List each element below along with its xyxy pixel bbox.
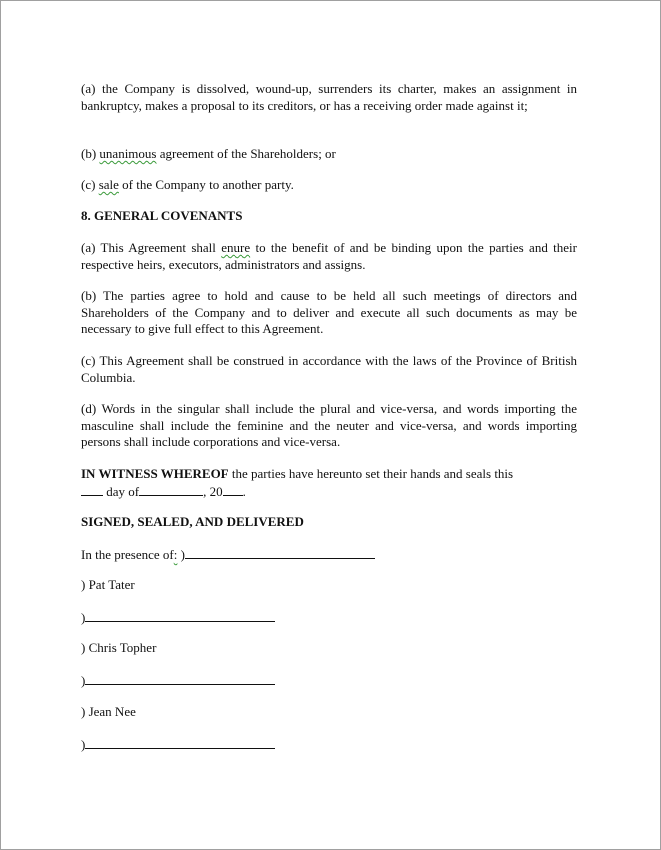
clause-a-text: (a) the Company is dissolved, wound-up, surrenders its charter, makes an assignment in bankruptcy, makes a proposal to its creditors, or has a receiving order made against it; <box>81 81 577 113</box>
spellcheck-flagged-word[interactable]: enure <box>221 240 251 255</box>
clause-c-prefix: (c) <box>81 177 99 192</box>
covenant-d <box>81 401 577 451</box>
covenant-b <box>81 288 577 338</box>
witness-bold-text: IN WITNESS WHEREOF <box>81 466 229 481</box>
signatory-name-line: ) Pat Tater <box>81 577 135 592</box>
clause-b-rest: agreement of the Shareholders; or <box>156 146 336 161</box>
section-heading-general-covenants: 8. GENERAL COVENANTS <box>81 208 243 223</box>
covenant-b-text: (b) The parties agree to hold and cause to be held all such meetings of directors and Shareholders of the Company and to deliver and execute all such documents as may be necessary to give full effect to this Agreement. <box>81 288 577 336</box>
signature-line <box>81 672 577 690</box>
day-blank[interactable] <box>81 483 103 496</box>
witness-text: the parties have hereunto set their hands and seals this <box>228 466 514 481</box>
day-of-text: day of <box>103 483 140 499</box>
signed-sealed-heading: SIGNED, SEALED, AND DELIVERED <box>81 514 304 529</box>
covenant-a <box>81 240 577 273</box>
signature-line <box>81 736 577 754</box>
year-blank[interactable] <box>223 483 243 496</box>
signatory-name-line: ) Chris Topher <box>81 640 157 655</box>
clause-c <box>81 177 577 194</box>
presence-line <box>81 546 577 564</box>
witness-end: . <box>242 483 246 499</box>
signature-blank-jean-nee[interactable] <box>85 736 275 749</box>
clause-b <box>81 146 577 163</box>
covenant-a-rest: to the benefit of and be binding upon the parties and their respective heirs, executors, administrators and assigns. <box>81 240 577 272</box>
witness-clause <box>81 466 577 500</box>
covenant-c-text: (c) This Agreement shall be construed in accordance with the laws of the Province of British Columbia. <box>81 353 577 385</box>
signature-line <box>81 609 577 627</box>
clause-c-rest: of the Company to another party. <box>118 177 294 192</box>
witness-signature-blank[interactable] <box>185 546 375 559</box>
signatory-name-line: ) Jean Nee <box>81 704 136 719</box>
spellcheck-flagged-word[interactable]: unanimous <box>99 146 157 161</box>
spellcheck-flagged-word[interactable]: : <box>173 547 178 562</box>
presence-paren: ) <box>177 547 185 562</box>
signature-paren: ) <box>81 737 86 752</box>
signature-blank-chris-topher[interactable] <box>85 672 275 685</box>
spellcheck-flagged-word[interactable]: sale <box>98 177 119 192</box>
signature-paren: ) <box>81 610 86 625</box>
signature-blank-pat-tater[interactable] <box>85 609 275 622</box>
signature-paren: ) <box>81 673 86 688</box>
covenant-d-text: (d) Words in the singular shall include the plural and vice-versa, and words importing the masculine shall include the feminine and the neuter and vice-versa, and words importing persons shall include corporations and vice-versa. <box>81 401 577 449</box>
month-blank[interactable] <box>139 483 203 496</box>
clause-b-prefix: (b) <box>81 146 100 161</box>
presence-text: In the presence of <box>81 547 174 562</box>
covenant-c <box>81 353 577 386</box>
clause-a <box>81 81 577 114</box>
covenant-a-prefix: (a) This Agreement shall <box>81 240 222 255</box>
year-prefix-text: , 20 <box>203 483 223 499</box>
